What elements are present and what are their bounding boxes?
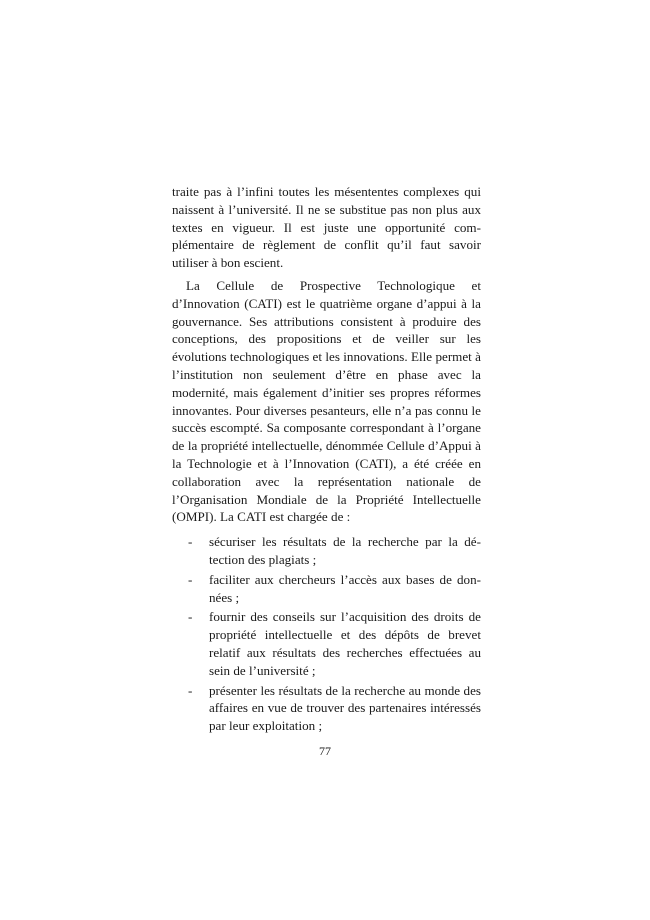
- list-item: [172, 682, 481, 735]
- bullet-marker: -: [188, 682, 193, 698]
- list-item-text: faciliter aux chercheurs l’accès aux bases de données ;: [209, 571, 481, 605]
- bullet-marker: -: [188, 609, 193, 625]
- list-item: [172, 533, 481, 569]
- paragraph-cati: La Cellule de Prospective Technologique et d’Innovation (CATI) est le quatrième organe d’appui à la gouvernance. Ses attributions consistent à produire des conceptions, des propositions et de veiller sur les évolutions technologiques et les innovations. Elle permet à l’institution non seulement d’être en phase avec la modernité, mais également d’initier ses propres réformes innovantes. Pour diverses pesanteurs, elle n’a pas connu le succès escompté. Sa composante correspondant à l’organe de la propriété intellectuelle, dénommée Cellule d’Appui à la Technologie et à l’Innovation (CATI), a été créée en collaboration avec la représentation nationale de l’Organisation Mondiale de la Propriété Intellectuelle (OMPI). La CATI est chargée de :: [172, 277, 481, 525]
- list-item-text: présenter les résultats de la recherche au monde des affaires en vue de trouver des partenaires intéressés par leur exploitation ;: [209, 682, 481, 734]
- list-item-text: fournir des conseils sur l’acquisition des droits de propriété intellectuelle et des dépôts de brevet relatif aux résultats des recherches effectuées au sein de l’université ;: [209, 609, 481, 678]
- page-number: 77: [319, 744, 331, 758]
- list-item-text: sécuriser les résultats de la recherche par la détection des plagiats ;: [209, 534, 481, 567]
- cati-duties-list: [172, 533, 481, 735]
- bullet-marker: -: [188, 571, 193, 587]
- list-item: [172, 608, 481, 679]
- page-body: [172, 183, 481, 737]
- bullet-marker: -: [188, 534, 193, 550]
- paragraph-continuation: traite pas à l’infini toutes les mésententes complexes qui naissent à l’université. Il ne se substitue pas non plus aux textes en vigueur. Il est juste une opportunité complémentaire de règlement de conflit qu’il faut savoir utiliser à bon escient.: [172, 184, 481, 271]
- list-item: [172, 571, 481, 607]
